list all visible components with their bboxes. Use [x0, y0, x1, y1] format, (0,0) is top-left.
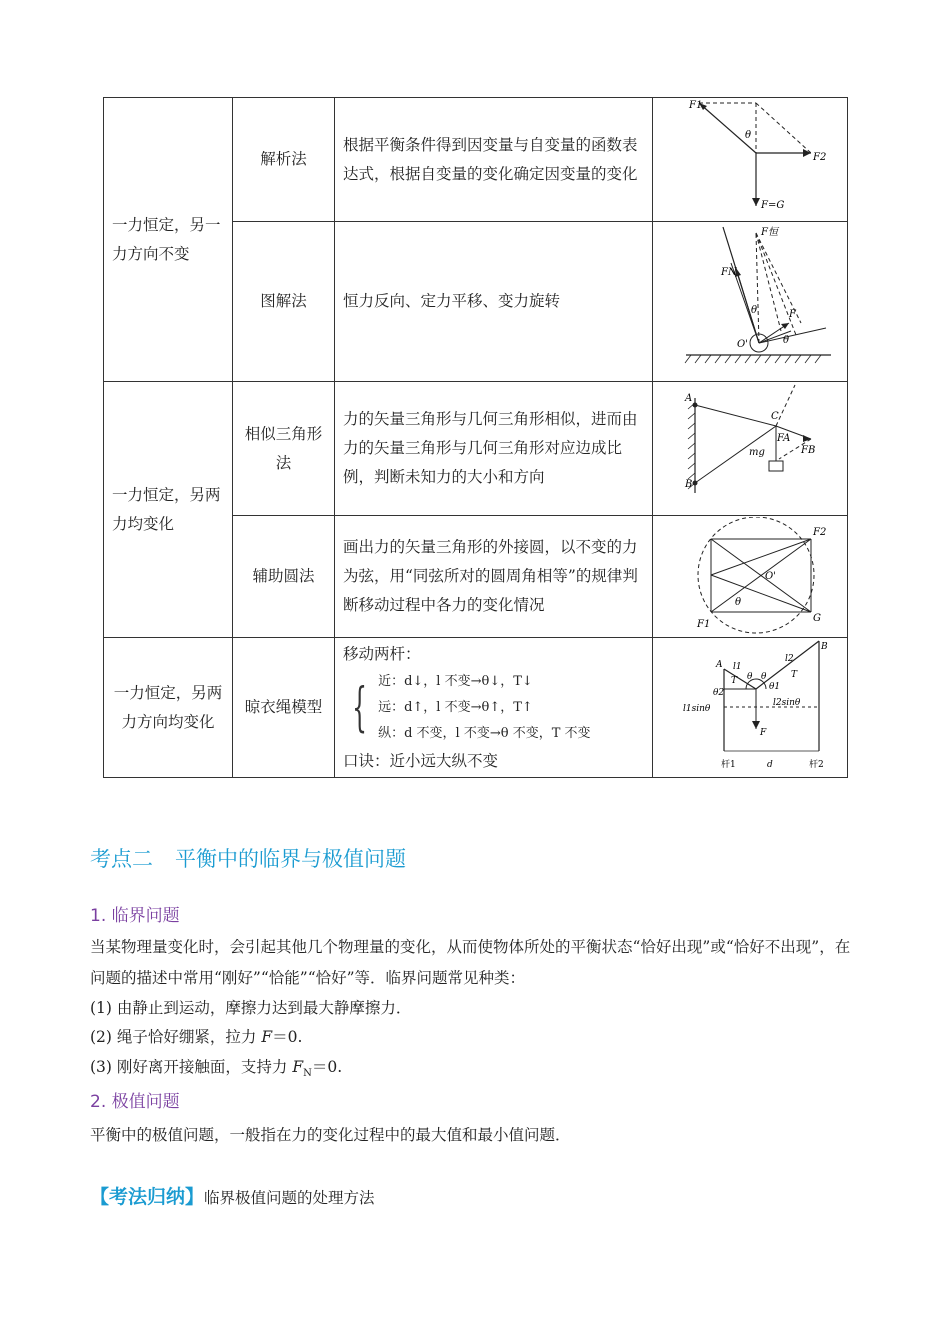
method-cell: 晾衣绳模型 [233, 638, 335, 778]
label-f1: F1 [689, 100, 703, 111]
rule-far: 远：d↑，l 不变→θ↑，T↑ [378, 699, 533, 715]
label-d: d [767, 759, 773, 770]
label-fn: FN [721, 266, 737, 278]
label-l2: l2 [785, 653, 794, 664]
label-theta-b: θ [761, 671, 767, 682]
graphic-method-figure [661, 223, 855, 381]
table-row [104, 638, 848, 778]
methods-table [103, 97, 848, 778]
extreme-text: 平衡中的极值问题，一般指在力的变化过程中的最大值和最小值问题． [90, 1126, 571, 1144]
section-title-text: 平衡中的临界与极值问题 [175, 847, 406, 871]
desc-tail: 口诀：近小远大纵不变 [343, 751, 499, 770]
label-c: C [771, 410, 779, 422]
label-f: F [760, 727, 767, 738]
label-rod1: 杆1 [721, 759, 736, 770]
rules-list [378, 669, 590, 747]
figure-cell [653, 98, 848, 222]
label-a: A [685, 392, 693, 404]
label-g: G [813, 612, 821, 624]
label-f-const: F恒 [761, 226, 778, 238]
label-theta-a: θ [747, 671, 753, 682]
critical-item-3: (3) 刚好离开接触面，支持力 $F_N=0$. [90, 1058, 343, 1080]
label-t-right: T [791, 669, 798, 680]
label-l2-sin: l2sinθ [773, 697, 801, 708]
description-cell: 画出力的矢量三角形的外接圆，以不变的力为弦，用“同弦所对的圆周角相等”的规律判断移动过程中各力的变化情况 [335, 516, 653, 638]
critical-heading: 1. 临界问题 [90, 906, 180, 926]
label-b: B [685, 478, 693, 490]
condition-cell: 一力恒定，另两力方向均变化 [104, 638, 233, 778]
label-a: A [716, 659, 723, 670]
section-title [90, 843, 406, 873]
rule-near: 近：d↓，l 不变→θ↓，T↓ [378, 673, 533, 689]
label-o-prime: O' [765, 570, 776, 582]
method-cell: 解析法 [233, 98, 335, 222]
similar-triangle-figure [661, 383, 855, 515]
method-cell: 辅助圆法 [233, 516, 335, 638]
condition-cell: 一力恒定，另一力方向不变 [104, 98, 233, 382]
label-l1: l1 [733, 661, 742, 672]
figure-cell [653, 516, 848, 638]
label-theta: θ [751, 304, 758, 316]
figure-cell [653, 382, 848, 516]
label-b: B [821, 641, 828, 652]
table-row [104, 382, 848, 516]
summary-line [90, 1182, 375, 1209]
label-mg: mg [749, 446, 765, 458]
description-cell [335, 638, 653, 778]
description-cell: 恒力反向、定力平移、变力旋转 [335, 222, 653, 382]
critical-item-2: (2) 绳子恰好绷紧，拉力 F＝0. [90, 1028, 303, 1046]
label-f1: F1 [697, 618, 711, 630]
label-t-left: T [731, 675, 738, 686]
label-theta: θ [745, 130, 752, 141]
label-theta2: θ2 [713, 687, 725, 698]
label-theta: θ [735, 596, 742, 608]
auxiliary-circle-figure [661, 517, 855, 637]
section-number: 考点二 [90, 847, 153, 871]
figure-cell [653, 222, 848, 382]
extreme-heading: 2. 极值问题 [90, 1092, 180, 1112]
desc-head: 移动两杆： [343, 644, 421, 663]
brace: { [352, 677, 367, 738]
rules-group [343, 669, 644, 747]
method-cell: 相似三角形法 [233, 382, 335, 516]
analytic-method-figure [661, 98, 855, 221]
label-f2: F2 [813, 152, 827, 163]
table-row [104, 98, 848, 222]
summary-tag: 【考法归纳】 [90, 1186, 205, 1208]
label-o-prime: O' [737, 338, 748, 350]
label-l1-sin: l1sinθ [683, 703, 711, 714]
description-cell: 根据平衡条件得到因变量与自变量的函数表达式，根据自变量的变化确定因变量的变化 [335, 98, 653, 222]
label-theta-2: θ [783, 334, 790, 346]
critical-item-1: (1) 由静止到运动，摩擦力达到最大静摩擦力． [90, 999, 412, 1017]
figure-cell [653, 638, 848, 778]
description-cell: 力的矢量三角形与几何三角形相似，进而由力的矢量三角形与几何三角形对应边成比例，判断未知力的大小和方向 [335, 382, 653, 516]
label-rod2: 杆2 [809, 759, 824, 770]
summary-text: 临界极值问题的处理方法 [204, 1189, 375, 1207]
clothesline-model-figure [661, 639, 855, 777]
critical-intro: 当某物理量变化时，会引起其他几个物理量的变化，从而使物体所处的平衡状态“恰好出现”或“恰好不出现”，在问题的描述中常用“刚好”“恰能”“恰好”等．临界问题常见种类： [90, 938, 851, 987]
rule-vertical: 纵：d 不变，l 不变→θ 不变，T 不变 [378, 725, 591, 741]
label-theta1: θ1 [769, 681, 781, 692]
label-f2: F2 [813, 526, 827, 538]
label-fa: FA [777, 432, 791, 444]
label-fg: F=G [761, 200, 785, 211]
condition-cell: 一力恒定，另两力均变化 [104, 382, 233, 638]
label-f: F [789, 308, 796, 320]
label-fb: FB [801, 444, 816, 456]
method-cell: 图解法 [233, 222, 335, 382]
